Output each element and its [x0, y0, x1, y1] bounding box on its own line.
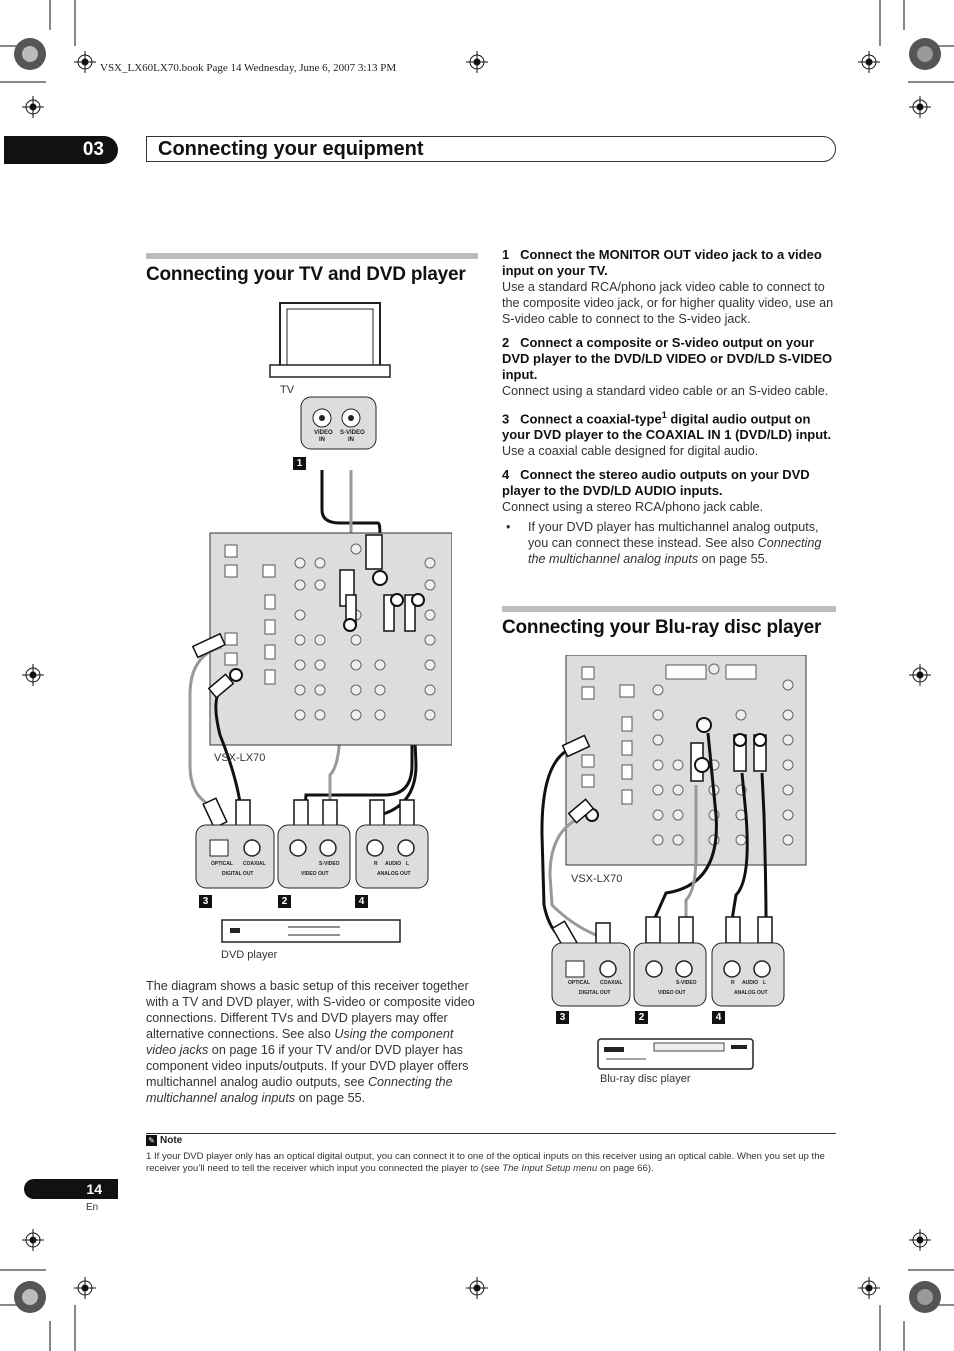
bluray-audio-r-label: R	[731, 980, 735, 986]
tv-dvd-connection-diagram	[180, 295, 452, 950]
bluray-coaxial-label: COAXIAL	[600, 980, 623, 986]
step-4-number: 4	[502, 467, 510, 483]
bluray-player-icon	[598, 1039, 753, 1069]
note-icon: ✎	[146, 1135, 157, 1146]
tv-step-marker-3: 3	[199, 895, 212, 908]
file-header: VSX_LX60LX70.book Page 14 Wednesday, June 6, 2007 3:13 PM	[100, 62, 397, 74]
tv-icon	[270, 303, 390, 377]
tv-jack-svideo-in-label: IN	[348, 437, 354, 443]
page-number-badge: 14	[24, 1179, 118, 1199]
step-2-number: 2	[502, 335, 510, 350]
tv-audio-label: AUDIO	[385, 861, 402, 867]
bullet-link-multichannel: Connecting the multichannel analog inputs	[528, 536, 822, 567]
bluray-analog-out-label: ANALOG OUT	[734, 990, 768, 996]
step-1-body: Use a standard RCA/phono jack video cable to connect to the composite video jack, or for higher quality video, use an S-video cable to connect to the S-video jack.	[502, 280, 834, 326]
bluray-step-marker-4: 4	[712, 1011, 725, 1024]
step-1-heading	[502, 247, 838, 279]
dvd-player-icon	[222, 920, 400, 942]
section-rule-bluray	[502, 606, 836, 612]
bullet-text-a: If your DVD player has multichannel analog outputs, you can connect these instead. See also	[528, 520, 819, 551]
section-title-tv: Connecting your TV and DVD player	[146, 264, 466, 285]
note-text-c: on page 66).	[597, 1163, 654, 1174]
step-3-number: 3	[502, 411, 510, 427]
note-text-a: 1 If your DVD player only has an optical digital output, you can connect it to one of the optical inputs on this receiver using an optical cable. When you set up the receiver you’ll need to tell the receiver which input you connected the player to (see	[146, 1151, 825, 1174]
note-link-input-setup: The Input Setup menu	[502, 1163, 598, 1174]
bluray-svideo-out-label: S-VIDEO	[676, 980, 697, 986]
section-rule-tv	[146, 253, 478, 259]
tv-jack-video-in-label: IN	[319, 437, 325, 443]
chapter-number-badge: 03	[4, 136, 118, 164]
step-1-heading-text: Connect the MONITOR OUT video jack to a video input on your TV.	[502, 247, 822, 278]
note-text	[146, 1151, 838, 1175]
bullet-text-c: on page 55.	[698, 552, 769, 567]
bluray-video-out-label: VIDEO OUT	[658, 990, 686, 996]
step-2-heading-text: Connect a composite or S-video output on your DVD player to the DVD/LD VIDEO or DVD/LD S-VIDEO input.	[502, 335, 833, 382]
paragraph-part-e: on page 55.	[295, 1091, 366, 1105]
step-2-body: Connect using a standard video cable or an S-video cable.	[502, 384, 829, 398]
tv-jack-video-label: VIDEO	[314, 430, 333, 436]
section-title-bluray: Connecting your Blu-ray disc player	[502, 617, 822, 638]
step-3-footnote-ref: 1	[661, 410, 667, 420]
tv-audio-l-label: L	[406, 861, 410, 867]
note-label: Note	[160, 1135, 183, 1146]
step-3-heading-text-a: Connect a coaxial-type	[520, 411, 662, 427]
bullet-text	[528, 519, 838, 567]
tv-optical-label: OPTICAL	[211, 861, 233, 867]
chapter-title: Connecting your equipment	[158, 138, 424, 160]
paragraph-part-c: on page 16 if your TV and/or DVD player has component video inputs/outputs. If your DVD player offers multichannel analog audio outputs, see	[146, 1043, 469, 1089]
bluray-digital-out-label: DIGITAL OUT	[579, 990, 611, 996]
page-language: En	[86, 1202, 99, 1213]
tv-analog-out-label: ANALOG OUT	[377, 871, 411, 877]
tv-svideo-out-label: S-VIDEO	[319, 861, 340, 867]
tv-description-paragraph	[146, 978, 480, 1106]
bluray-step-marker-3: 3	[556, 1011, 569, 1024]
tv-video-out-label: VIDEO OUT	[301, 871, 329, 877]
tv-dvd-player-label: DVD player	[221, 949, 278, 961]
step-1-number: 1	[502, 247, 510, 262]
step-3-heading-text-b: digital audio output on your DVD player to the COAXIAL IN 1 (DVD/LD) input.	[502, 411, 832, 443]
tv-step-marker-4: 4	[355, 895, 368, 908]
tv-jack-svideo-label: S-VIDEO	[340, 430, 365, 436]
steps-column	[502, 247, 838, 567]
step-2-heading	[502, 335, 838, 383]
tv-digital-out-label: DIGITAL OUT	[222, 871, 254, 877]
paragraph-link-multichannel: Connecting the multichannel analog inputs	[146, 1075, 453, 1105]
step-4-heading	[502, 467, 838, 499]
bluray-optical-label: OPTICAL	[568, 980, 590, 986]
note-rule	[146, 1133, 836, 1134]
paragraph-part-a: The diagram shows a basic setup of this receiver together with a TV and DVD player, with S-video or composite video connections. Different TVs and DVD players may offer alternative connections. See also	[146, 979, 475, 1041]
bluray-audio-l-label: L	[763, 980, 767, 986]
step-4-bullet	[502, 519, 838, 567]
step-3-body: Use a coaxial cable designed for digital audio.	[502, 444, 759, 459]
step-3-heading	[502, 407, 838, 443]
tv-label: TV	[280, 384, 295, 396]
paragraph-link-component-video: Using the component video jacks	[146, 1027, 454, 1057]
tv-step-marker-2: 2	[278, 895, 291, 908]
tv-audio-r-label: R	[374, 861, 378, 867]
bluray-audio-label: AUDIO	[742, 980, 759, 986]
bullet-dot: •	[506, 520, 511, 535]
bluray-receiver-label: VSX-LX70	[571, 873, 623, 885]
bluray-player-label: Blu-ray disc player	[600, 1073, 691, 1085]
step-4-body: Connect using a stereo RCA/phono jack cable.	[502, 500, 764, 515]
tv-coaxial-label: COAXIAL	[243, 861, 266, 867]
tv-step-marker-1: 1	[293, 457, 306, 470]
step-4-heading-text: Connect the stereo audio outputs on your DVD player to the DVD/LD AUDIO inputs.	[502, 467, 810, 499]
bluray-connection-diagram	[536, 655, 808, 1075]
bluray-step-marker-2: 2	[635, 1011, 648, 1024]
tv-receiver-label: VSX-LX70	[214, 752, 266, 764]
